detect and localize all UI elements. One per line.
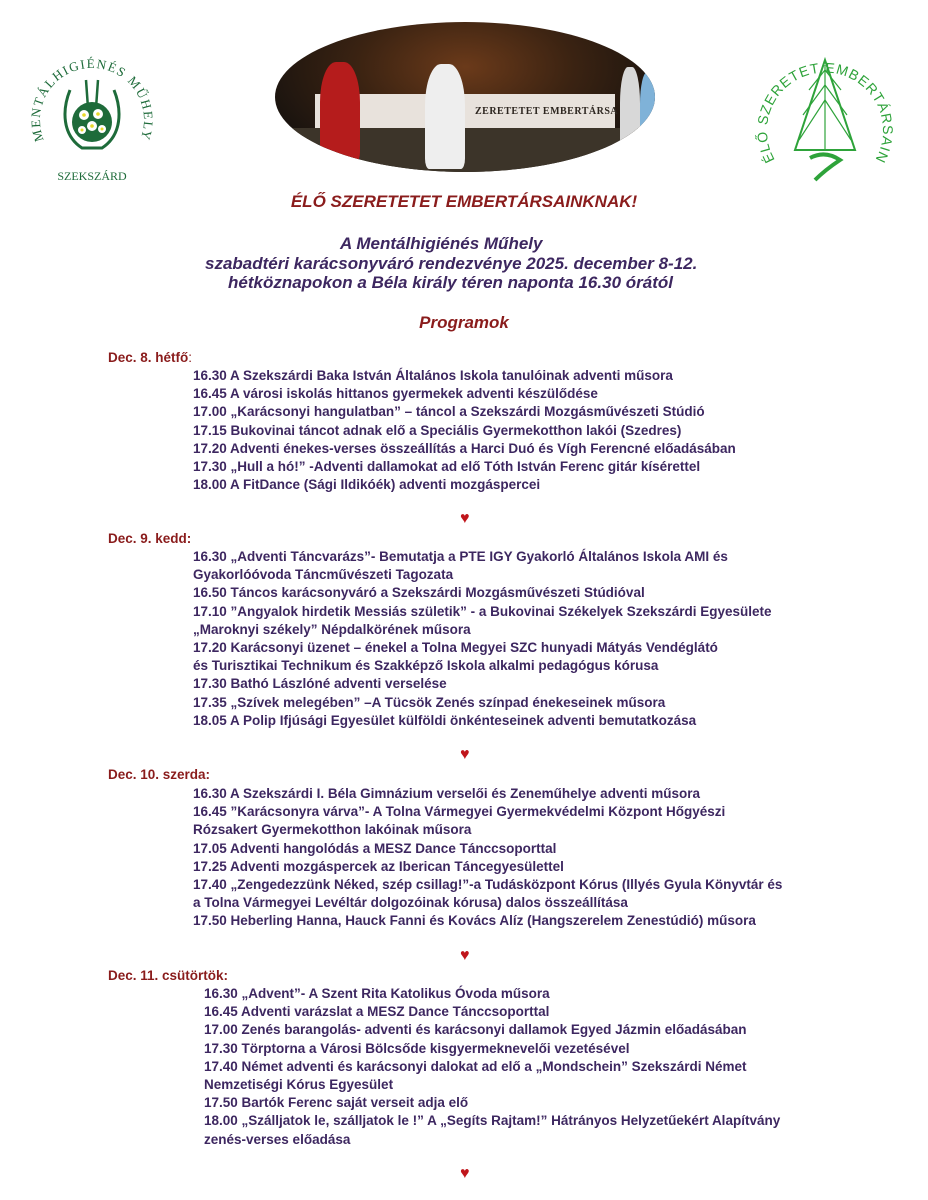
program-item: 18.00 A FitDance (Sági Ildikóék) adventi mozgáspercei bbox=[193, 477, 541, 493]
program-item: 17.30 Törptorna a Városi Bölcsőde kisgyermeknevelői vezetésével bbox=[204, 1040, 630, 1056]
day-label-text: Dec. 9. kedd: bbox=[108, 531, 192, 546]
program-item: „Maroknyi székely” Népdalkörének műsora bbox=[193, 621, 471, 637]
logo-right-ring-text: ÉLŐ SZERETET EMBERTÁRSAIN bbox=[753, 59, 897, 167]
event-photo bbox=[275, 22, 655, 172]
program-list-dec-11 bbox=[204, 985, 780, 1149]
heart-divider-icon: ♥ bbox=[460, 510, 470, 527]
program-item: 17.40 „Zengedezzünk Néked, szép csillag!”-a Tudásközpont Kórus (Illyés Gyula Könyvtár és bbox=[193, 877, 783, 893]
program-item: a Tolna Vármegyei Levéltár dolgozóinak kórusa) dalos összeállítása bbox=[193, 895, 628, 911]
program-item: 17.25 Adventi mozgáspercek az Iberican Táncegyesülettel bbox=[193, 858, 564, 874]
day-label-text: Dec. 11. csütörtök: bbox=[108, 968, 229, 983]
program-item: 17.40 Német adventi és karácsonyi dalokat ad elő a „Mondschein” Szekszárdi Német bbox=[204, 1058, 747, 1074]
program-item: 17.30 „Hull a hó!” -Adventi dallamokat ad elő Tóth István Ferenc gitár kísérettel bbox=[193, 459, 701, 475]
program-item: és Turisztikai Technikum és Szakképző Iskola alkalmi pedagógus kórusa bbox=[193, 658, 659, 674]
day-label-dec-11 bbox=[108, 968, 228, 983]
program-item: Rózsakert Gyermekotthon lakóinak műsora bbox=[193, 822, 472, 838]
heart-divider-icon: ♥ bbox=[460, 1165, 470, 1182]
program-item: 17.00 „Karácsonyi hangulatban” – táncol a Szekszárdi Mozgásművészeti Stúdió bbox=[193, 404, 705, 420]
program-list-dec-10 bbox=[193, 785, 782, 931]
program-item: 16.50 Táncos karácsonyváró a Szekszárdi Mozgásművészeti Stúdióval bbox=[193, 585, 645, 601]
program-item: zenés-verses előadása bbox=[204, 1131, 351, 1147]
santa-figure bbox=[320, 62, 360, 162]
day-label-text: Dec. 10. szerda: bbox=[108, 767, 211, 782]
logo-left-city: SZEKSZÁRD bbox=[57, 169, 127, 183]
program-item: 18.05 A Polip Ifjúsági Egyesület külföldi önkénteseinek adventi bemutatkozása bbox=[193, 712, 697, 728]
program-item: Gyakorlóóvoda Táncművészeti Tagozata bbox=[193, 567, 454, 583]
program-item: 17.00 Zenés barangolás- adventi és karácsonyi dallamok Egyed Jázmin előadásában bbox=[204, 1022, 747, 1038]
program-item: 17.10 ”Angyalok hirdetik Messiás születik” - a Bukovinai Székelyek Szekszárdi Egyesülete bbox=[193, 603, 772, 619]
day-label-dec-10 bbox=[108, 767, 210, 782]
program-item: 17.35 „Szívek melegében” –A Tücsök Zenés színpad énekeseinek műsora bbox=[193, 694, 666, 710]
program-item: 17.15 Bukovinai táncot adnak elő a Speciális Gyermekotthon lakói (Szedres) bbox=[193, 422, 682, 438]
program-item: 17.20 Adventi énekes-verses összeállítás a Harci Duó és Vígh Ferencné előadásában bbox=[193, 440, 736, 456]
day-label-dec-9 bbox=[108, 531, 191, 546]
program-item: 17.20 Karácsonyi üzenet – énekel a Tolna Megyei SZC hunyadi Mátyás Vendéglátó bbox=[193, 640, 718, 656]
heart-divider-icon: ♥ bbox=[460, 746, 470, 763]
white-robed-figure bbox=[425, 64, 465, 169]
subtitle-line-2: szabadtéri karácsonyváró rendezvénye 2025. december 8-12. bbox=[205, 254, 698, 273]
day-label-colon: : bbox=[188, 350, 193, 365]
program-item: 17.50 Bartók Ferenc saját verseit adja elő bbox=[204, 1095, 469, 1111]
elo-szeretet-logo bbox=[745, 30, 905, 190]
day-label-dec-8 bbox=[108, 350, 192, 365]
angel-figure bbox=[620, 67, 640, 157]
mentalhigienes-muhely-logo bbox=[22, 30, 162, 190]
program-item: 16.30 „Advent”- A Szent Rita Katolikus Óvoda műsora bbox=[204, 986, 550, 1001]
photo-banner: ZERETETET EMBERTÁRSA bbox=[475, 105, 619, 117]
program-item: 16.30 A Szekszárdi Baka István Általános Iskola tanulóinak adventi műsora bbox=[193, 368, 673, 383]
program-item: 17.30 Bathó Lászlóné adventi verselése bbox=[193, 676, 447, 692]
heart-divider-icon: ♥ bbox=[460, 947, 470, 964]
subtitle-line-1: A Mentálhigiénés Műhely bbox=[340, 234, 543, 253]
program-item: 17.05 Adventi hangolódás a MESZ Dance Tánccsoporttal bbox=[193, 840, 557, 856]
svg-text:ÉLŐ SZERETET EMBERTÁRSAINKNAK bbox=[745, 30, 896, 166]
programs-heading: Programok bbox=[419, 313, 509, 332]
program-list-dec-8 bbox=[193, 367, 736, 494]
program-item: 17.50 Heberling Hanna, Hauck Fanni és Kovács Alíz (Hangszerelem Zenestúdió) műsora bbox=[193, 913, 756, 929]
logo-left-ring-text: MENTÁLHIGIÉNÉS MŰHELY bbox=[27, 55, 157, 144]
day-label-text: Dec. 8. hétfő bbox=[108, 350, 189, 365]
program-item: 16.45 A városi iskolás hittanos gyermekek adventi készülődése bbox=[193, 386, 598, 402]
program-item: 16.45 Adventi varázslat a MESZ Dance Tánccsoporttal bbox=[204, 1004, 550, 1020]
program-item: 16.30 A Szekszárdi I. Béla Gimnázium verselői és Zeneműhelye adventi műsora bbox=[193, 786, 700, 801]
blue-figure bbox=[640, 72, 655, 152]
program-item: Nemzetiségi Kórus Egyesület bbox=[204, 1077, 394, 1093]
program-item: 16.45 ”Karácsonyra várva”- A Tolna Vármegyei Gyermekvédelmi Központ Hőgyészi bbox=[193, 804, 726, 820]
program-item: 18.00 „Szálljatok le, szálljatok le !” A „Segíts Rajtam!” Hátrányos Helyzetűekért Alapítvány bbox=[204, 1113, 781, 1129]
subtitle-line-3: hétköznapokon a Béla király téren naponta 16.30 órától bbox=[228, 273, 673, 292]
main-title: ÉLŐ SZERETETET EMBERTÁRSAINKNAK! bbox=[290, 192, 638, 211]
program-item: 16.30 „Adventi Táncvarázs”- Bemutatja a PTE IGY Gyakorló Általános Iskola AMI és bbox=[193, 549, 728, 564]
program-list-dec-9 bbox=[193, 548, 772, 730]
